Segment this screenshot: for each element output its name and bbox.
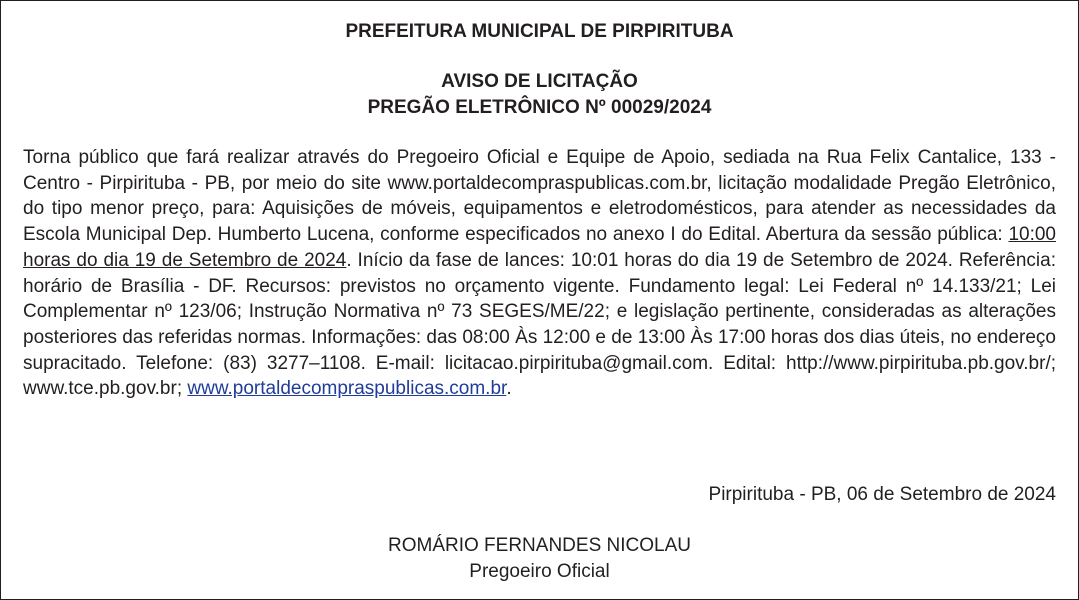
body-text-part3: .	[506, 378, 512, 400]
opening-datetime: 10:00 horas do dia 19 de Setembro de 2024	[23, 224, 1056, 271]
organization-heading: PREFEITURA MUNICIPAL DE PIRPIRITUBA	[345, 21, 734, 42]
signer-name: ROMÁRIO FERNANDES NICOLAU	[388, 535, 691, 556]
body-text-part2: . Início da fase de lances: 10:01 horas do dia 19 de Setembro de 2024. Referência: horário de Brasília - DF. Recursos: previstos no orçamento vigente. Fundamento legal: Lei Federal nº 14.133/21; Lei Complementar nº 123/06; Instrução Normativa nº 73 SEGES/ME/22; e legislação pertinente, consideradas as alterações posteriores das referidas normas. Informações: das 08:00 Às 12:00 e de 13:00 Às 17:00 horas dos dias úteis, no endereço supracitado. Telefone: (83) 3277–1108. E-mail: licitacao.pirpirituba@gmail.com. Edital: http://www.pirpirituba.pb.gov.br/; www.tce.pb.gov.br;	[23, 249, 1056, 400]
signer-role: Pregoeiro Oficial	[469, 561, 610, 582]
notice-body	[23, 145, 1056, 402]
notice-subtitle: PREGÃO ELETRÔNICO Nº 00029/2024	[367, 97, 712, 118]
portal-link[interactable]: www.portaldecompraspublicas.com.br	[187, 378, 507, 400]
body-text-part1: Torna público que fará realizar através do Pregoeiro Oficial e Equipe de Apoio, sediada na Rua Felix Cantalice, 133 - Centro - Pirpirituba - PB, por meio do site www.portaldecompraspublicas.com.br, licitação modalidade Pregão Eletrônico, do tipo menor preço, para: Aquisições de móveis, equipamentos e eletrodomésticos, para atender as necessidades da Escola Municipal Dep. Humberto Lucena, conforme especificados no anexo I do Edital. Abertura da sessão pública:	[23, 147, 1056, 246]
notice-title: AVISO DE LICITAÇÃO	[441, 71, 638, 92]
place-date: Pirpirituba - PB, 06 de Setembro de 2024	[708, 484, 1056, 505]
